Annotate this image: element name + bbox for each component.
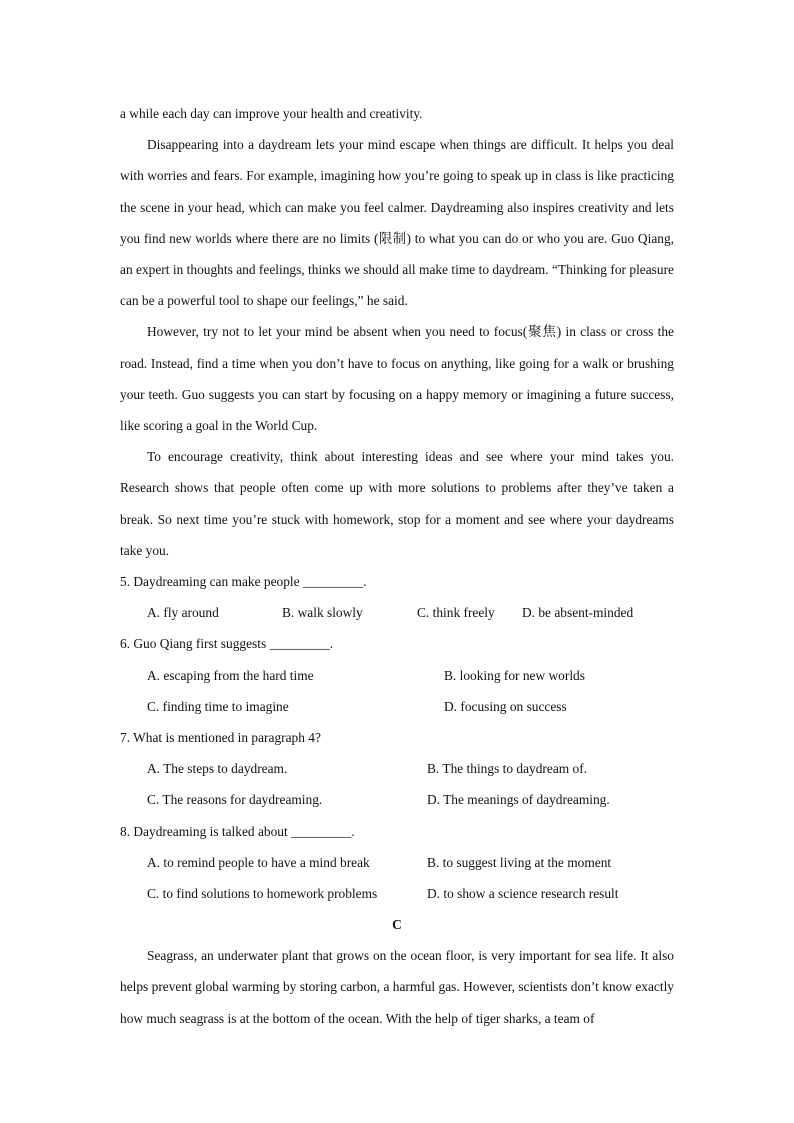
question-7-options-row-2 <box>120 784 674 815</box>
question-6-stem: 6. Guo Qiang first suggests _________. <box>120 636 334 652</box>
question-6-options-row-1 <box>120 660 674 691</box>
paragraph-2: Disappearing into a daydream lets your mind escape when things are difficult. It helps you deal with worries and fears. For example, imagining how you’re going to speak up in class is like practicing the scene in your head, which can make you feel calmer. Daydreaming also inspires creativity and lets you find new worlds where there are no limits (限制) to what you can do or who you are. Guo Qiang, an expert in thoughts and feelings, thinks we should all make time to daydream. “Thinking for pleasure can be a powerful tool to shape our feelings,” he said. <box>120 137 674 309</box>
question-5-option-d[interactable]: D. be absent-minded <box>522 605 634 621</box>
paragraph-continuation: a while each day can improve your health and creativity. <box>120 106 423 121</box>
question-8-option-a[interactable]: A. to remind people to have a mind break <box>147 854 370 870</box>
paragraph-4: To encourage creativity, think about interesting ideas and see where your mind takes you. Research shows that people often come up with more solutions to problems after they’ve taken a break. So next time you’re stuck with homework, stop for a moment and see where your daydreams take you. <box>120 449 674 558</box>
question-5-options <box>120 597 674 628</box>
question-5-stem: 5. Daydreaming can make people _________. <box>120 574 367 590</box>
section-c-paragraph-1: Seagrass, an underwater plant that grows on the ocean floor, is very important for sea life. It also helps prevent global warming by storing carbon, a harmful gas. However, scientists don’t know exactly how much seagrass is at the bottom of the ocean. With the help of tiger sharks, a team of <box>120 948 674 1026</box>
question-7-options-row-1 <box>120 753 674 784</box>
question-8-stem: 8. Daydreaming is talked about _________. <box>120 823 355 839</box>
question-7-option-b[interactable]: B. The things to daydream of. <box>427 761 588 777</box>
question-6-option-a[interactable]: A. escaping from the hard time <box>147 667 314 683</box>
question-5-option-a[interactable]: A. fly around <box>147 605 219 621</box>
question-5-option-c[interactable]: C. think freely <box>417 605 495 621</box>
paragraph-3: However, try not to let your mind be absent when you need to focus(聚焦) in class or cross the road. Instead, find a time when you don’t have to focus on anything, like going for a walk or brushing your teeth. Guo suggests you can start by focusing on a happy memory or imagining a future success, like scoring a goal in the World Cup. <box>120 324 674 434</box>
question-6-option-b[interactable]: B. looking for new worlds <box>444 667 585 683</box>
question-6-option-d[interactable]: D. focusing on success <box>444 698 567 714</box>
section-c-heading: C <box>392 917 402 933</box>
question-8-options-row-1 <box>120 847 674 878</box>
question-6-option-c[interactable]: C. finding time to imagine <box>147 698 289 714</box>
question-8-option-b[interactable]: B. to suggest living at the moment <box>427 854 612 870</box>
question-7-option-a[interactable]: A. The steps to daydream. <box>147 761 288 777</box>
question-7-option-d[interactable]: D. The meanings of daydreaming. <box>427 792 610 808</box>
question-6-options-row-2 <box>120 691 674 722</box>
question-7-option-c[interactable]: C. The reasons for daydreaming. <box>147 792 323 808</box>
question-8-option-d[interactable]: D. to show a science research result <box>427 885 619 901</box>
question-5-option-b[interactable]: B. walk slowly <box>282 605 363 621</box>
question-7-stem: 7. What is mentioned in paragraph 4? <box>120 729 321 745</box>
question-8-option-c[interactable]: C. to find solutions to homework problems <box>147 885 378 901</box>
document-page <box>120 98 674 1034</box>
question-8-options-row-2 <box>120 878 674 909</box>
